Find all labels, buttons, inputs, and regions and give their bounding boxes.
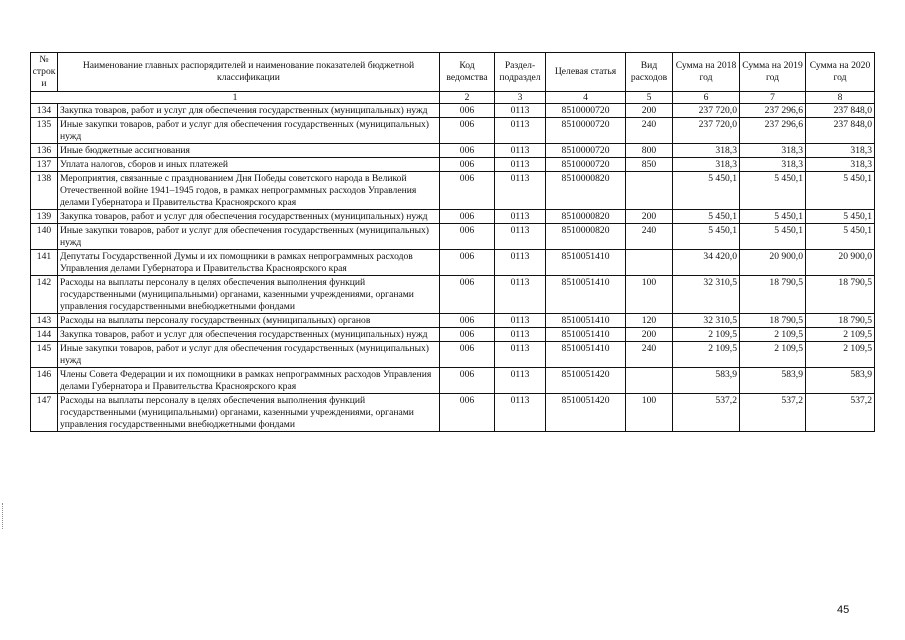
expense-type-cell: 200 — [626, 104, 673, 118]
section-cell: 0113 — [495, 118, 546, 144]
target-article-cell: 8510000820 — [546, 224, 626, 250]
sum-2019-cell: 20 900,0 — [740, 250, 806, 276]
name-cell: Расходы на выплаты персоналу государственных (муниципальных) органов — [58, 314, 440, 328]
section-cell: 0113 — [495, 158, 546, 172]
table-row — [31, 314, 875, 328]
header-section: Раздел-подраздел — [495, 53, 546, 92]
row-number-cell: 141 — [31, 250, 58, 276]
dept-code-cell: 006 — [440, 368, 495, 394]
sum-2020-cell: 5 450,1 — [806, 210, 875, 224]
sum-2018-cell: 583,9 — [673, 368, 740, 394]
expense-type-cell: 800 — [626, 144, 673, 158]
sum-2020-cell: 318,3 — [806, 144, 875, 158]
row-number-cell: 146 — [31, 368, 58, 394]
page-number: 45 — [837, 604, 850, 616]
table-row — [31, 342, 875, 368]
dept-code-cell: 006 — [440, 328, 495, 342]
sum-2018-cell: 2 109,5 — [673, 328, 740, 342]
sum-2018-cell: 32 310,5 — [673, 276, 740, 314]
name-cell: Мероприятия, связанные с празднованием Дня Победы советского народа в Великой Отечественной войне 1941–1945 годов, в рамках непрограммных расходов Управления делами Губернатора и Правительства Красноярского края — [58, 172, 440, 210]
table-body — [31, 104, 875, 432]
row-number-cell: 137 — [31, 158, 58, 172]
target-article-cell: 8510000720 — [546, 144, 626, 158]
header-row — [31, 53, 875, 92]
sum-2018-cell: 2 109,5 — [673, 342, 740, 368]
sum-2020-cell: 237 848,0 — [806, 118, 875, 144]
expense-type-cell: 240 — [626, 342, 673, 368]
table-row — [31, 210, 875, 224]
target-article-cell: 8510000720 — [546, 118, 626, 144]
column-number: 5 — [626, 92, 673, 104]
header-sum-2018: Сумма на 2018 год — [673, 53, 740, 92]
sum-2020-cell: 5 450,1 — [806, 224, 875, 250]
row-number-cell: 138 — [31, 172, 58, 210]
sum-2019-cell: 2 109,5 — [740, 328, 806, 342]
expense-type-cell — [626, 368, 673, 394]
sum-2019-cell: 318,3 — [740, 144, 806, 158]
row-number-cell: 139 — [31, 210, 58, 224]
name-cell: Уплата налогов, сборов и иных платежей — [58, 158, 440, 172]
table-row — [31, 104, 875, 118]
header-dept-code: Код ведомства — [440, 53, 495, 92]
table-row — [31, 118, 875, 144]
sum-2018-cell: 32 310,5 — [673, 314, 740, 328]
row-number-cell: 135 — [31, 118, 58, 144]
section-cell: 0113 — [495, 224, 546, 250]
expense-type-cell — [626, 250, 673, 276]
section-cell: 0113 — [495, 342, 546, 368]
sum-2020-cell: 2 109,5 — [806, 342, 875, 368]
dept-code-cell: 006 — [440, 224, 495, 250]
table-row — [31, 394, 875, 432]
target-article-cell: 8510000820 — [546, 172, 626, 210]
name-cell: Расходы на выплаты персоналу в целях обеспечения выполнения функций государственными (муниципальными) органами, казенными учреждениями, органами управления государственными внебюджетными фондами — [58, 394, 440, 432]
expense-type-cell: 200 — [626, 328, 673, 342]
sum-2018-cell: 537,2 — [673, 394, 740, 432]
budget-table — [30, 52, 875, 432]
sum-2019-cell: 2 109,5 — [740, 342, 806, 368]
header-sum-2020: Сумма на 2020 год — [806, 53, 875, 92]
name-cell: Члены Совета Федерации и их помощники в рамках непрограммных расходов Управления делами Губернатора и Правительства Красноярского края — [58, 368, 440, 394]
column-number: 7 — [740, 92, 806, 104]
section-cell: 0113 — [495, 328, 546, 342]
sum-2020-cell: 5 450,1 — [806, 172, 875, 210]
dept-code-cell: 006 — [440, 314, 495, 328]
table-row — [31, 172, 875, 210]
dept-code-cell: 006 — [440, 172, 495, 210]
name-cell: Депутаты Государственной Думы и их помощники в рамках непрограммных расходов Управления делами Губернатора и Правительства Красноярского края — [58, 250, 440, 276]
section-cell: 0113 — [495, 276, 546, 314]
expense-type-cell: 120 — [626, 314, 673, 328]
sum-2020-cell: 318,3 — [806, 158, 875, 172]
sum-2018-cell: 5 450,1 — [673, 210, 740, 224]
column-number-row — [31, 92, 875, 104]
expense-type-cell — [626, 172, 673, 210]
expense-type-cell: 100 — [626, 394, 673, 432]
dept-code-cell: 006 — [440, 118, 495, 144]
sum-2020-cell: 583,9 — [806, 368, 875, 394]
target-article-cell: 8510051410 — [546, 250, 626, 276]
dept-code-cell: 006 — [440, 342, 495, 368]
section-cell: 0113 — [495, 394, 546, 432]
name-cell: Расходы на выплаты персоналу в целях обеспечения выполнения функций государственными (муниципальными) органами, казенными учреждениями, органами управления государственными внебюджетными фондами — [58, 276, 440, 314]
sum-2019-cell: 5 450,1 — [740, 224, 806, 250]
sum-2020-cell: 537,2 — [806, 394, 875, 432]
dept-code-cell: 006 — [440, 210, 495, 224]
row-number-cell: 145 — [31, 342, 58, 368]
target-article-cell: 8510000720 — [546, 104, 626, 118]
section-cell: 0113 — [495, 104, 546, 118]
dept-code-cell: 006 — [440, 394, 495, 432]
dept-code-cell: 006 — [440, 144, 495, 158]
sum-2020-cell: 18 790,5 — [806, 276, 875, 314]
target-article-cell: 8510051410 — [546, 314, 626, 328]
expense-type-cell: 240 — [626, 118, 673, 144]
sum-2020-cell: 2 109,5 — [806, 328, 875, 342]
table-row — [31, 276, 875, 314]
sum-2018-cell: 34 420,0 — [673, 250, 740, 276]
column-number: 1 — [31, 92, 440, 104]
sum-2020-cell: 18 790,5 — [806, 314, 875, 328]
sum-2018-cell: 237 720,0 — [673, 104, 740, 118]
expense-type-cell: 200 — [626, 210, 673, 224]
row-number-cell: 140 — [31, 224, 58, 250]
sum-2020-cell: 20 900,0 — [806, 250, 875, 276]
table-row — [31, 368, 875, 394]
row-number-cell: 136 — [31, 144, 58, 158]
sum-2018-cell: 5 450,1 — [673, 224, 740, 250]
expense-type-cell: 850 — [626, 158, 673, 172]
target-article-cell: 8510051410 — [546, 342, 626, 368]
table-row — [31, 144, 875, 158]
column-number: 8 — [806, 92, 875, 104]
name-cell: Иные закупки товаров, работ и услуг для обеспечения государственных (муниципальных) нужд — [58, 224, 440, 250]
sum-2018-cell: 318,3 — [673, 144, 740, 158]
section-cell: 0113 — [495, 250, 546, 276]
name-cell: Закупка товаров, работ и услуг для обеспечения государственных (муниципальных) нужд — [58, 210, 440, 224]
target-article-cell: 8510051410 — [546, 328, 626, 342]
sum-2019-cell: 18 790,5 — [740, 276, 806, 314]
sum-2019-cell: 237 296,6 — [740, 104, 806, 118]
sum-2019-cell: 18 790,5 — [740, 314, 806, 328]
dept-code-cell: 006 — [440, 104, 495, 118]
row-number-cell: 134 — [31, 104, 58, 118]
header-row-number: № строки — [31, 53, 58, 92]
table-row — [31, 250, 875, 276]
sum-2018-cell: 5 450,1 — [673, 172, 740, 210]
sum-2019-cell: 5 450,1 — [740, 210, 806, 224]
name-cell: Иные закупки товаров, работ и услуг для обеспечения государственных (муниципальных) нужд — [58, 118, 440, 144]
name-cell: Закупка товаров, работ и услуг для обеспечения государственных (муниципальных) нужд — [58, 104, 440, 118]
sum-2018-cell: 237 720,0 — [673, 118, 740, 144]
row-number-cell: 143 — [31, 314, 58, 328]
sum-2019-cell: 583,9 — [740, 368, 806, 394]
column-number: 4 — [546, 92, 626, 104]
table-row — [31, 158, 875, 172]
target-article-cell: 8510000820 — [546, 210, 626, 224]
section-cell: 0113 — [495, 210, 546, 224]
target-article-cell: 8510000720 — [546, 158, 626, 172]
row-number-cell: 147 — [31, 394, 58, 432]
column-number: 6 — [673, 92, 740, 104]
sum-2020-cell: 237 848,0 — [806, 104, 875, 118]
name-cell: Иные бюджетные ассигнования — [58, 144, 440, 158]
section-cell: 0113 — [495, 172, 546, 210]
table-row — [31, 328, 875, 342]
target-article-cell: 8510051410 — [546, 276, 626, 314]
header-expense-type: Вид расходов — [626, 53, 673, 92]
target-article-cell: 8510051420 — [546, 368, 626, 394]
row-number-cell: 142 — [31, 276, 58, 314]
section-cell: 0113 — [495, 368, 546, 394]
row-number-cell: 144 — [31, 328, 58, 342]
sum-2019-cell: 537,2 — [740, 394, 806, 432]
expense-type-cell: 240 — [626, 224, 673, 250]
dept-code-cell: 006 — [440, 250, 495, 276]
section-cell: 0113 — [495, 314, 546, 328]
column-number: 2 — [440, 92, 495, 104]
header-sum-2019: Сумма на 2019 год — [740, 53, 806, 92]
name-cell: Закупка товаров, работ и услуг для обеспечения государственных (муниципальных) нужд — [58, 328, 440, 342]
header-target-article: Целевая статья — [546, 53, 626, 92]
target-article-cell: 8510051420 — [546, 394, 626, 432]
name-cell: Иные закупки товаров, работ и услуг для обеспечения государственных (муниципальных) нужд — [58, 342, 440, 368]
sum-2019-cell: 318,3 — [740, 158, 806, 172]
margin-mark — [2, 503, 4, 529]
table-header — [31, 53, 875, 104]
column-number: 3 — [495, 92, 546, 104]
sum-2019-cell: 5 450,1 — [740, 172, 806, 210]
sum-2018-cell: 318,3 — [673, 158, 740, 172]
expense-type-cell: 100 — [626, 276, 673, 314]
dept-code-cell: 006 — [440, 276, 495, 314]
sum-2019-cell: 237 296,6 — [740, 118, 806, 144]
table-row — [31, 224, 875, 250]
dept-code-cell: 006 — [440, 158, 495, 172]
header-name: Наименование главных распорядителей и наименование показателей бюджетной классификации — [58, 53, 440, 92]
section-cell: 0113 — [495, 144, 546, 158]
